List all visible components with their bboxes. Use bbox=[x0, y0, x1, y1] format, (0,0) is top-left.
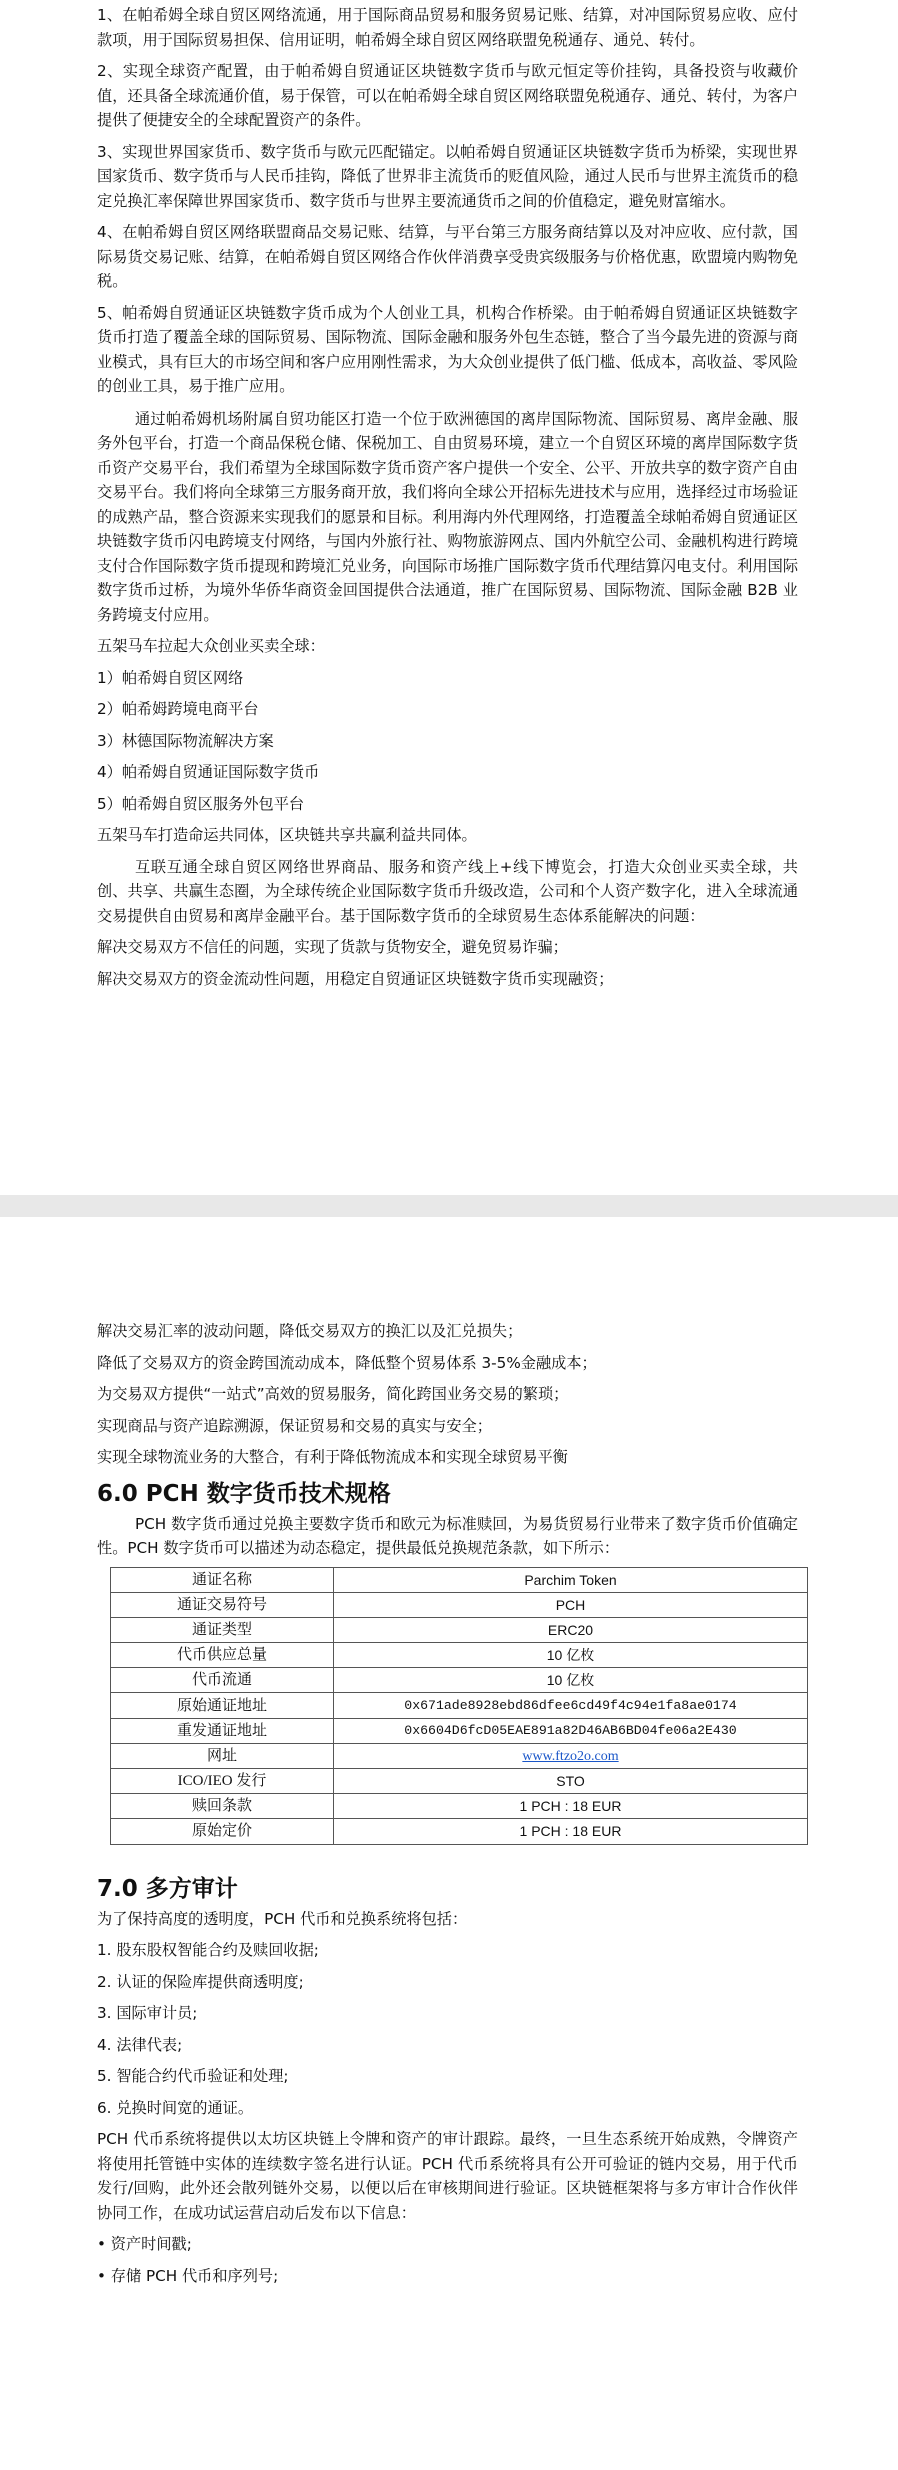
spec-row bbox=[111, 1819, 808, 1844]
spec-value: ERC20 bbox=[334, 1617, 808, 1642]
spec-row bbox=[111, 1769, 808, 1794]
spec-value: PCH bbox=[334, 1592, 808, 1617]
spec-row bbox=[111, 1718, 808, 1743]
spec-key: 通证类型 bbox=[111, 1617, 334, 1642]
spec-row bbox=[111, 1617, 808, 1642]
spec-row bbox=[111, 1743, 808, 1768]
spec-value: 0x671ade8928ebd86dfee6cd49f4c94e1fa8ae0174 bbox=[334, 1693, 808, 1718]
section-7-heading: 7.0 多方审计 bbox=[97, 1875, 238, 1902]
numbered-paragraph-2: 2、实现全球资产配置，由于帕希姆自贸通证区块链数字货币与欧元恒定等价挂钩，具备投资与收藏价值，还具备全球流通价值，易于保管，可以在帕希姆全球自贸区网络联盟免税通存、通兑、转付，为客户提供了便捷安全的全球配置资产的条件。 bbox=[97, 62, 798, 129]
solve-line: 实现全球物流业务的大整合，有利于降低物流成本和实现全球贸易平衡 bbox=[97, 1448, 568, 1466]
spec-value: 10 亿枚 bbox=[334, 1668, 808, 1693]
spec-value: 1 PCH : 18 EUR bbox=[334, 1794, 808, 1819]
spec-key: 代币供应总量 bbox=[111, 1643, 334, 1668]
spec-key: 原始通证地址 bbox=[111, 1693, 334, 1718]
spec-key: ICO/IEO 发行 bbox=[111, 1769, 334, 1794]
spec-key: 代币流通 bbox=[111, 1668, 334, 1693]
five-carriages-item: 5）帕希姆自贸区服务外包平台 bbox=[97, 794, 305, 813]
numbered-paragraph-1: 1、在帕希姆全球自贸区网络流通，用于国际商品贸易和服务贸易记账、结算，对冲国际贸易应收、应付款项，用于国际贸易担保、信用证明，帕希姆全球自贸区网络联盟免税通存、通兑、转付。 bbox=[97, 6, 798, 49]
five-carriages-item: 3）林德国际物流解决方案 bbox=[97, 731, 274, 750]
audit-item: 2. 认证的保险库提供商透明度; bbox=[97, 1972, 304, 1991]
website-link[interactable]: www.ftzo2o.com bbox=[522, 1748, 619, 1764]
document-page-1 bbox=[0, 0, 898, 1195]
audit-bullet: • 资产时间戳; bbox=[97, 2235, 192, 2254]
five-carriages-item: 2）帕希姆跨境电商平台 bbox=[97, 700, 259, 718]
spec-row bbox=[111, 1668, 808, 1693]
five-carriages-item: 4）帕希姆自贸通证国际数字货币 bbox=[97, 763, 320, 781]
spec-row bbox=[111, 1567, 808, 1592]
spec-value: 10 亿枚 bbox=[334, 1643, 808, 1668]
spec-value bbox=[334, 1743, 808, 1768]
audit-item: 1. 股东股权智能合约及赎回收据; bbox=[97, 1941, 319, 1960]
spec-value: STO bbox=[334, 1769, 808, 1794]
audit-paragraph: PCH 代币系统将提供以太坊区块链上令牌和资产的审计跟踪。最终，一旦生态系统开始成熟，令牌资产将使用托管链中实体的连续数字签名进行认证。PCH 代币系统将具有公开可验证的链内交易，用于代币发行/回购，此外还会散列链外交易，以便以后在审核期间进行验证。区块链框架将与多方审计合作伙伴协同工作，在成功试运营启动后发布以下信息： bbox=[97, 2130, 798, 2222]
solve-line: 解决交易双方不信任的问题，实现了货款与货物安全，避免贸易诈骗； bbox=[97, 938, 568, 956]
spec-key: 通证名称 bbox=[111, 1567, 334, 1592]
audit-item: 3. 国际审计员; bbox=[97, 2004, 198, 2023]
section-6-intro: PCH 数字货币通过兑换主要数字货币和欧元为标准赎回，为易货贸易行业带来了数字货币价值确定性。PCH 数字货币可以描述为动态稳定，提供最低兑换规范条款，如下所示： bbox=[97, 1514, 798, 1557]
spec-key: 原始定价 bbox=[111, 1819, 334, 1844]
numbered-paragraph-3: 3、实现世界国家货币、数字货币与欧元匹配锚定。以帕希姆自贸通证区块链数字货币为桥梁，实现世界国家货币、数字货币与人民币挂钩，降低了世界非主流货币的贬值风险，通过人民币与世界主流货币的稳定兑换汇率保障世界国家货币、数字货币与世界主要流通货币之间的价值稳定，避免财富缩水。 bbox=[97, 142, 798, 210]
spec-row bbox=[111, 1592, 808, 1617]
platform-intro-paragraph: 通过帕希姆机场附属自贸功能区打造一个位于欧洲德国的离岸国际物流、国际贸易、离岸金融、服务外包平台，打造一个商品保税仓储、保税加工、自由贸易环境，建立一个自贸区环境的离岸国际数字货币资产交易平台，我们希望为全球国际数字货币资产客户提供一个安全、公平、开放共享的数字资产自由交易平台。我们将向全球第三方服务商开放，我们将向全球公开招标先进技术与应用，选择经过市场验证的成熟产品，整合资源来实现我们的愿景和目标。利用海内外代理网络，打造覆盖全球帕希姆自贸通证区块链数字货币闪电跨境支付网络，与国内外旅行社、购物旅游网点、国内外航空公司、金融机构进行跨境支付合作国际数字货币提现和跨境汇兑业务，向国际市场推广国际数字货币代理结算闪电支付。利用国际数字货币过桥，为境外华侨华商资金回国提供合法通道，推广在国际贸易、国际物流、国际金融 B2B 业务跨境支付应用。 bbox=[97, 409, 798, 624]
solve-line: 降低了交易双方的资金跨国流动成本，降低整个贸易体系 3-5%金融成本； bbox=[97, 1353, 597, 1372]
spec-row bbox=[111, 1693, 808, 1718]
audit-item: 5. 智能合约代币验证和处理; bbox=[97, 2067, 289, 2086]
spec-key: 赎回条款 bbox=[111, 1794, 334, 1819]
spec-value: Parchim Token bbox=[334, 1567, 808, 1592]
spec-value: 0x6604D6fcD05EAE891a82D46AB6BD04fe06a2E430 bbox=[334, 1718, 808, 1743]
page-2-body bbox=[97, 1217, 798, 2288]
solve-line: 解决交易汇率的波动问题，降低交易双方的换汇以及汇兑损失； bbox=[97, 1322, 523, 1340]
page-1-body bbox=[97, 0, 798, 991]
numbered-paragraph-4: 4、在帕希姆自贸区网络联盟商品交易记账、结算，与平台第三方服务商结算以及对冲应收、应付款，国际易货交易记账、结算，在帕希姆自贸区网络合作伙伴消费享受贵宾级服务与价格优惠，欧盟境内购物免税。 bbox=[97, 223, 798, 290]
interconnection-paragraph: 互联互通全球自贸区网络世界商品、服务和资产线上+线下博览会，打造大众创业买卖全球，共创、共享、共赢生态圈，为全球传统企业国际数字货币升级改造，公司和个人资产数字化，进入全球流通交易提供自由贸易和离岸金融平台。基于国际数字货币的全球贸易生态体系能解决的问题： bbox=[97, 857, 798, 925]
solve-line: 解决交易双方的资金流动性问题，用稳定自贸通证区块链数字货币实现融资； bbox=[97, 969, 614, 988]
audit-item: 4. 法律代表; bbox=[97, 2035, 183, 2054]
token-spec-table bbox=[110, 1567, 808, 1845]
solve-line: 实现商品与资产追踪溯源，保证贸易和交易的真实与安全； bbox=[97, 1416, 492, 1435]
audit-bullet: • 存储 PCH 代币和序列号; bbox=[97, 2266, 279, 2285]
five-carriages-item: 1）帕希姆自贸区网络 bbox=[97, 668, 244, 687]
spec-key: 通证交易符号 bbox=[111, 1592, 334, 1617]
community-line: 五架马车打造命运共同体，区块链共享共赢利益共同体。 bbox=[97, 826, 477, 844]
spec-value: 1 PCH : 18 EUR bbox=[334, 1819, 808, 1844]
section-6-heading: 6.0 PCH 数字货币技术规格 bbox=[97, 1480, 391, 1507]
spec-key: 网址 bbox=[111, 1743, 334, 1768]
spec-row bbox=[111, 1794, 808, 1819]
audit-item: 6. 兑换时间宽的通证。 bbox=[97, 2098, 254, 2117]
section-7-intro: 为了保持高度的透明度，PCH 代币和兑换系统将包括： bbox=[97, 1909, 468, 1928]
solve-line: 为交易双方提供“一站式”高效的贸易服务，简化跨国业务交易的繁琐； bbox=[97, 1385, 569, 1403]
numbered-paragraph-5: 5、帕希姆自贸通证区块链数字货币成为个人创业工具，机构合作桥梁。由于帕希姆自贸通证区块链数字货币打造了覆盖全球的国际贸易、国际物流、国际金融和服务外包生态链，整合了当今最先进的资源与商业模式，具有巨大的市场空间和客户应用刚性需求，为大众创业提供了低门槛、低成本，高收益、零风险的创业工具，易于推广应用。 bbox=[97, 303, 798, 395]
document-page-2 bbox=[0, 1217, 898, 2470]
spec-row bbox=[111, 1643, 808, 1668]
spec-key: 重发通证地址 bbox=[111, 1718, 334, 1743]
five-carriages-title: 五架马车拉起大众创业买卖全球： bbox=[97, 637, 325, 655]
